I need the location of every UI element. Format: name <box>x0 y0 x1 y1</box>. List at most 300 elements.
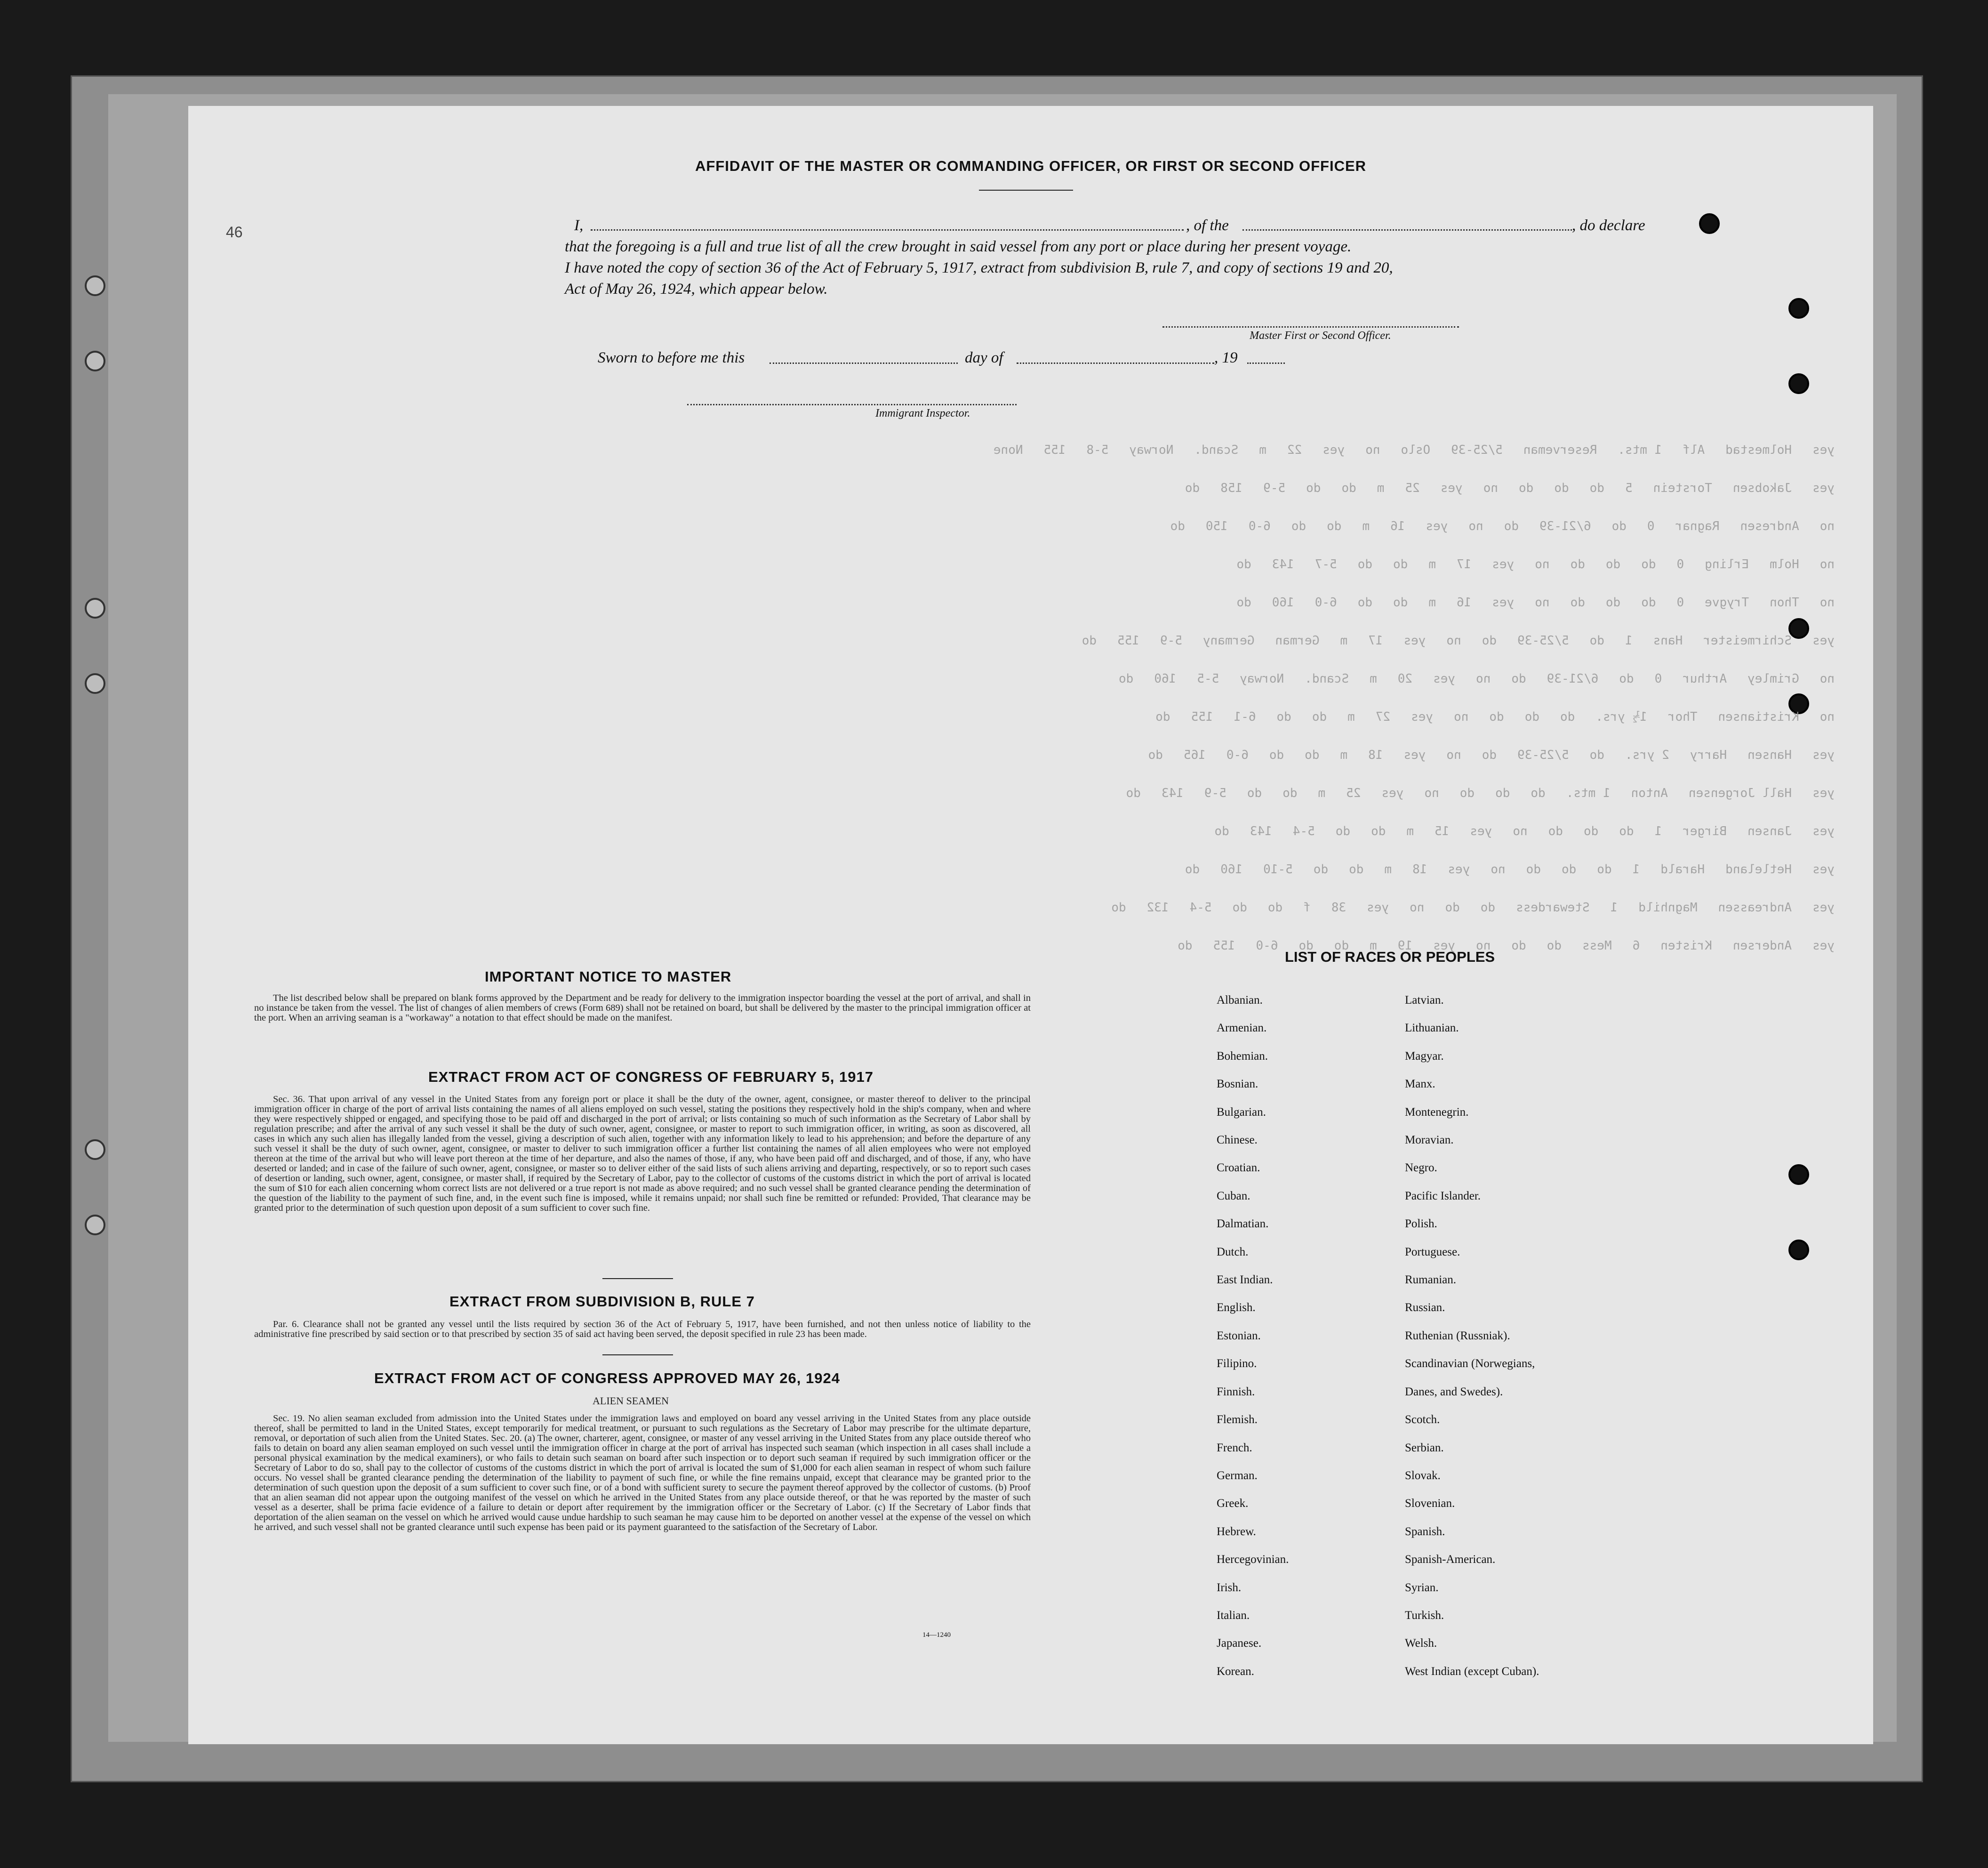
bleed-through-cell: 0 <box>1647 519 1655 533</box>
bleed-through-cell: f <box>1303 900 1311 915</box>
bleed-through-cell: do <box>1589 633 1604 648</box>
bleed-through-cell: do <box>1299 938 1314 953</box>
bleed-through-cell: do <box>1357 557 1372 572</box>
bleed-through-cell: do <box>1393 557 1408 572</box>
bleed-through-cell: 19 <box>1397 938 1413 953</box>
bleed-through-cell: 17 <box>1456 557 1472 572</box>
bleed-through-cell: do <box>1148 748 1163 762</box>
bleed-through-cell: do <box>1561 862 1577 877</box>
race-left-item: English. <box>1217 1301 1256 1314</box>
bleed-through-cell: do <box>1393 595 1408 610</box>
bleed-through-cell: 150 <box>1205 519 1228 533</box>
race-left-item: Bosnian. <box>1217 1078 1259 1091</box>
race-right-item: Slovak. <box>1405 1469 1441 1482</box>
bleed-through-cell: do <box>1547 938 1562 953</box>
bleed-through-cell: do <box>1641 557 1656 572</box>
master-name-blank[interactable] <box>591 229 1184 231</box>
race-left-item: Flemish. <box>1217 1413 1258 1426</box>
bleed-through-cell: 5-9 <box>1263 481 1286 495</box>
extract-1924-title: EXTRACT FROM ACT OF CONGRESS APPROVED MAY 26, 1924 <box>374 1370 840 1386</box>
bleed-through-cell: yes <box>1812 862 1835 877</box>
bleed-through-cell: do <box>1214 824 1229 838</box>
extract-rule7-body: Par. 6. Clearance shall not be granted any vessel until the lists required by section 36 of the Act of February 5, 1917, have been furnished, and not then unless notice of liability to the administrative fine prescribed by said section or to that prescribed by section 35 of said act having been served, the deposit specified in rule 23 has been made. <box>254 1319 1031 1339</box>
bleed-through-cell: Hall Jorgensen <box>1688 786 1792 800</box>
race-right-item: Syrian. <box>1405 1581 1439 1594</box>
bleed-through-cell: Norway <box>1240 671 1284 686</box>
bleed-through-cell: 1 mts. <box>1618 443 1662 457</box>
bleed-through-cell: m <box>1347 709 1355 724</box>
section-divider <box>602 1354 673 1355</box>
race-left-item: Dutch. <box>1217 1245 1249 1258</box>
bleed-through-cell: Trygve <box>1705 595 1749 610</box>
affidavit-line3: I have noted the copy of section 36 of the Act of February 5, 1917, extract from subdivision B, rule 7, and copy of sections 19 and 20, <box>565 259 1393 276</box>
bleed-through-row <box>329 431 1845 469</box>
bleed-through-cell: 143 <box>1250 824 1272 838</box>
bleed-through-cell: 5/25-39 <box>1517 748 1569 762</box>
form-number: 14—1240 <box>922 1631 951 1639</box>
bleed-through-cell: Kristiansen <box>1718 709 1799 724</box>
race-left-item: Italian. <box>1217 1609 1250 1622</box>
sworn-month-blank[interactable] <box>1017 362 1214 364</box>
bleed-through-row <box>329 545 1845 583</box>
bleed-through-row <box>329 621 1845 660</box>
bleed-through-cell: do <box>1482 748 1497 762</box>
bleed-through-cell: Harald <box>1660 862 1705 877</box>
bleed-through-cell: do <box>1548 824 1563 838</box>
bleed-through-cell: yes <box>1448 862 1470 877</box>
bleed-through-cell: m <box>1259 443 1267 457</box>
bleed-through-cell: do <box>1155 709 1170 724</box>
race-right-item: Spanish-American. <box>1405 1553 1496 1566</box>
bleed-through-cell: do <box>1570 557 1585 572</box>
bleed-through-cell: 143 <box>1161 786 1184 800</box>
bleed-through-cell: do <box>1185 481 1200 495</box>
bleed-through-cell: 6/21-39 <box>1547 671 1599 686</box>
bleed-through-cell: do <box>1185 862 1200 877</box>
race-left-item: Filipino. <box>1217 1357 1257 1370</box>
bleed-through-cell: yes <box>1433 938 1455 953</box>
bleed-through-cell: no <box>1820 595 1835 610</box>
bleed-through-cell: 0 <box>1676 595 1684 610</box>
bleed-through-cell: 5/25-39 <box>1451 443 1503 457</box>
bleed-through-cell: do <box>1267 900 1283 915</box>
races-right-column <box>1405 986 1539 1685</box>
bleed-through-cell: 160 <box>1220 862 1243 877</box>
bleed-through-cell: do <box>1445 900 1460 915</box>
race-right-item: West Indian (except Cuban). <box>1405 1665 1539 1678</box>
race-right-item: Scotch. <box>1405 1413 1440 1426</box>
extract-1924-body: Sec. 19. No alien seaman excluded from admission into the United States under the immigration laws and employed on board any vessel arriving in the United States from any place outside thereof, shall be permitted to land in the United States, except temporarily for medical treatment, or pursuant to such regulations as the Secretary of Labor may prescribe for the ultimate departure, removal, or deportation of such alien from the United States. Sec. 20. (a) The owner, charterer, agent, consignee, or master of any vessel arriving in the United States from any place outside thereof who fails to detain on board any alien seaman employed on such vessel until the immigration officer in charge at the port of arrival has inspected such seaman (which inspection in all cases shall include a personal physical examination by the medical examiners), or who fails to detain such seaman on board after such inspection or to deport such seaman if required by such immigration officer or the Secretary of Labor to do so, shall pay to the collector of customs of the customs district in which the port of arrival is located the sum of $1,000 for each alien seaman in respect of whom such failure occurs. No vessel shall be granted clearance pending the determination of the liability to payment of such fine, or while the fine remains unpaid, except that clearance may be granted prior to the determination of such question upon the deposit of a sum sufficient to cover such fine, or of a bond with sufficient surety to secure the payment thereof approved by the collector of customs. (b) Proof that an alien seaman did not appear upon the outgoing manifest of the vessel on which he arrived in the United States from any place outside thereof, or that he was reported by the master of such vessel as a deserter, shall be prima facie evidence of a failure to detain or deport after requirement by the immigration officer or the Secretary of Labor. (c) If the Secretary of Labor finds that deportation of the alien seaman on the vessel on which he arrived would cause undue hardship to such seaman he may cause him to be deported on another vessel at the expense of the vessel on which he arrived, and such vessel shall not be granted clearance until such expense has been paid or its payment guaranteed to the satisfaction of the Secretary of Labor. <box>254 1413 1031 1532</box>
race-right-item: Russian. <box>1405 1301 1445 1314</box>
race-left-item: Croatian. <box>1217 1161 1260 1175</box>
bleed-through-cell: Arthur <box>1683 671 1727 686</box>
title-divider <box>979 190 1073 191</box>
binder-hole <box>85 598 105 619</box>
bleed-through-cell: 25 <box>1346 786 1361 800</box>
race-right-item: Portuguese. <box>1405 1245 1460 1258</box>
races-title: LIST OF RACES OR PEOPLES <box>1285 949 1495 965</box>
race-left-item: East Indian. <box>1217 1273 1273 1287</box>
bleed-through-cell: do <box>1597 862 1612 877</box>
race-right-item: Serbian. <box>1405 1441 1444 1454</box>
bleed-through-row <box>329 888 1845 926</box>
bleed-through-cell: yes <box>1812 748 1835 762</box>
bleed-through-cell: Alf <box>1683 443 1705 457</box>
races-left-column <box>1217 986 1289 1685</box>
bleed-through-cell: 16 <box>1456 595 1472 610</box>
race-left-item: French. <box>1217 1441 1252 1454</box>
bleed-through-cell: do <box>1619 824 1634 838</box>
bleed-through-cell: 0 <box>1676 557 1684 572</box>
master-label: Master First or Second Officer. <box>1250 330 1391 342</box>
race-left-item: Greek. <box>1217 1497 1249 1510</box>
bleed-through-cell: do <box>1554 481 1569 495</box>
bleed-through-cell: Torstein <box>1653 481 1712 495</box>
race-right-item: Scandinavian (Norwegians, <box>1405 1357 1535 1370</box>
race-left-item: Dalmatian. <box>1217 1217 1269 1231</box>
bleed-through-cell: 5-8 <box>1086 443 1109 457</box>
extract-1917-title: EXTRACT FROM ACT OF CONGRESS OF FEBRUARY 5, 1917 <box>428 1069 874 1085</box>
bleed-through-cell: Harry <box>1690 748 1727 762</box>
bleed-through-cell: do <box>1236 595 1251 610</box>
bleed-through-cell: do <box>1504 519 1519 533</box>
bleed-through-cell: do <box>1605 595 1621 610</box>
bleed-through-cell: do <box>1526 862 1541 877</box>
punch-hole <box>1699 213 1720 234</box>
bleed-through-cell: yes <box>1381 786 1404 800</box>
bleed-through-cell: 155 <box>1117 633 1139 648</box>
manifest-page <box>188 106 1873 1744</box>
bleed-through-cell: no <box>1476 938 1491 953</box>
bleed-through-cell: do <box>1269 748 1284 762</box>
bleed-through-cell: 6-0 <box>1315 595 1337 610</box>
race-right-item: Manx. <box>1405 1078 1435 1091</box>
bleed-through-cell: 6-0 <box>1256 938 1278 953</box>
bleed-through-cell: Hetleland <box>1725 862 1792 877</box>
bleed-through-cell: yes <box>1403 748 1426 762</box>
race-left-item: Albanian. <box>1217 994 1263 1006</box>
bleed-through-cell: no <box>1483 481 1498 495</box>
inspector-label: Immigrant Inspector. <box>875 407 970 419</box>
bleed-through-cell: do <box>1118 671 1134 686</box>
bleed-through-cell: Thor <box>1667 709 1698 724</box>
bleed-through-row <box>329 926 1845 965</box>
affidavit-of-the: , of the <box>1186 217 1229 234</box>
bleed-through-cell: 6 <box>1632 938 1640 953</box>
bleed-through-cell: Germany <box>1202 633 1255 648</box>
bleed-through-cell: do <box>1570 595 1585 610</box>
race-right-item: Spanish. <box>1405 1525 1445 1538</box>
bleed-through-cell: do <box>1482 633 1497 648</box>
bleed-through-cell: do <box>1531 786 1546 800</box>
race-right-item: Lithuanian. <box>1405 1022 1459 1035</box>
race-right-item: Pacific Islander. <box>1405 1189 1481 1202</box>
bleed-through-cell: 158 <box>1220 481 1243 495</box>
bleed-through-cell: 155 <box>1191 709 1213 724</box>
race-right-item: Magyar. <box>1405 1049 1444 1063</box>
race-right-item: Ruthenian (Russniak). <box>1405 1329 1510 1342</box>
bleed-through-row <box>329 660 1845 698</box>
alien-seamen-subtitle: ALIEN SEAMEN <box>593 1395 669 1407</box>
bleed-through-cell: 18 <box>1412 862 1427 877</box>
bleed-through-row <box>329 469 1845 507</box>
margin-number: 46 <box>226 224 243 241</box>
race-left-item: Japanese. <box>1217 1637 1262 1650</box>
punch-hole <box>1788 1164 1809 1185</box>
affidavit-i: I, <box>574 217 584 234</box>
bleed-through-cell: do <box>1291 519 1307 533</box>
bleed-through-row <box>329 698 1845 736</box>
bleed-through-cell: yes <box>1403 633 1426 648</box>
sworn-year-blank[interactable] <box>1247 362 1285 364</box>
race-right-item: Moravian. <box>1405 1134 1454 1147</box>
bleed-through-cell: do <box>1511 671 1526 686</box>
bleed-through-cell: do <box>1511 938 1526 953</box>
bleed-through-cell: do <box>1619 671 1634 686</box>
bleed-through-cell: do <box>1589 481 1604 495</box>
section-divider <box>602 1278 673 1279</box>
bleed-through-cell: yes <box>1470 824 1492 838</box>
bleed-through-cell: do <box>1611 519 1627 533</box>
bleed-through-row <box>329 507 1845 545</box>
bleed-through-cell: 160 <box>1272 595 1294 610</box>
bleed-through-cell: Holmestad <box>1725 443 1792 457</box>
race-left-item: Finnish. <box>1217 1385 1255 1398</box>
bleed-through-cell: 16 <box>1390 519 1405 533</box>
bleed-through-cell: 0 <box>1654 671 1662 686</box>
affidavit-line4: Act of May 26, 1924, which appear below. <box>565 281 828 298</box>
bleed-through-cell: no <box>1820 557 1835 572</box>
bleed-through-cell: yes <box>1492 595 1515 610</box>
bleed-through-cell: Andresen <box>1740 519 1799 533</box>
bleed-through-cell: 18 <box>1368 748 1383 762</box>
notice-body: The list described below shall be prepared on blank forms approved by the Department and be ready for delivery to the immigration inspector boarding the vessel at the port of arrival, and shall in no instance be taken from the vessel. The list of changes of alien members of crews (Form 689) shall not be retained on board, but shall be delivered by the master to the principal immigration officer at the port. When an arriving seaman is a "workaway" a notation to that effect should be made on the manifest. <box>254 993 1031 1023</box>
bleed-through-cell: m <box>1406 824 1414 838</box>
bleed-through-cell: do <box>1312 709 1327 724</box>
bleed-through-cell: yes <box>1812 786 1835 800</box>
bleed-through-cell: no <box>1820 671 1835 686</box>
bleed-through-cell: no <box>1820 519 1835 533</box>
bleed-through-cell: 1½ yrs. <box>1595 709 1647 724</box>
race-right-item: Polish. <box>1405 1217 1437 1231</box>
bleed-through-cell: German <box>1275 633 1320 648</box>
bleed-through-cell: 1 <box>1632 862 1640 877</box>
notice-title: IMPORTANT NOTICE TO MASTER <box>485 968 732 985</box>
bleed-through-cell: m <box>1370 938 1377 953</box>
bleed-through-cell: do <box>1232 900 1247 915</box>
race-left-item: Irish. <box>1217 1581 1242 1594</box>
bleed-through-cell: no <box>1454 709 1469 724</box>
affidavit-title: AFFIDAVIT OF THE MASTER OR COMMANDING OFFICER, OR FIRST OR SECOND OFFICER <box>695 158 1367 174</box>
bleed-through-cell: do <box>1583 824 1599 838</box>
bleed-through-cell: Erling <box>1705 557 1749 572</box>
bleed-through-cell: Andersen <box>1732 938 1792 953</box>
bleed-through-cell: Grimley <box>1748 671 1799 686</box>
bleed-through-cell: do <box>1236 557 1251 572</box>
day-of-text: day of <box>965 349 1003 366</box>
race-right-item: Montenegrin. <box>1405 1105 1469 1119</box>
bleed-through-cell: yes <box>1812 900 1835 915</box>
binder-hole <box>85 351 105 371</box>
bleed-through-cell: do <box>1524 709 1539 724</box>
bleed-through-cell: no <box>1535 595 1550 610</box>
punch-hole <box>1788 1240 1809 1260</box>
bleed-through-cell: Hansen <box>1748 748 1792 762</box>
race-left-item: Estonian. <box>1217 1329 1261 1342</box>
bleed-through-cell: 5 <box>1625 481 1633 495</box>
bleed-through-cell: Jansen <box>1748 824 1792 838</box>
bleed-through-cell: do <box>1247 786 1262 800</box>
bleed-through-cell: 143 <box>1272 557 1294 572</box>
bleed-through-cell: Holm <box>1770 557 1799 572</box>
bleed-through-cell: do <box>1489 709 1504 724</box>
bleed-through-cell: do <box>1495 786 1510 800</box>
bleed-through-cell: no <box>1468 519 1483 533</box>
bleed-through-cell: 1 mts. <box>1566 786 1611 800</box>
bleed-through-cell: do <box>1480 900 1496 915</box>
bleed-through-cell: Norway <box>1129 443 1174 457</box>
vessel-name-blank[interactable] <box>1242 229 1572 231</box>
bleed-through-cell: yes <box>1812 633 1835 648</box>
binder-hole <box>85 1139 105 1160</box>
bleed-through-cell: do <box>1589 748 1604 762</box>
bleed-through-cell: yes <box>1492 557 1515 572</box>
bleed-through-cell: do <box>1126 786 1141 800</box>
bleed-through-cell: 22 <box>1287 443 1302 457</box>
bleed-through-cell: m <box>1340 633 1348 648</box>
bleed-through-cell: do <box>1283 786 1298 800</box>
bleed-through-cell: Andreassen <box>1718 900 1792 915</box>
master-signature-blank[interactable] <box>1162 326 1459 328</box>
bleed-through-cell: yes <box>1433 671 1456 686</box>
bleed-through-cell: yes <box>1812 443 1835 457</box>
bleed-through-cell: 6-0 <box>1248 519 1271 533</box>
bleed-through-cell: Jakobsen <box>1732 481 1792 495</box>
punch-hole <box>1788 298 1809 319</box>
bleed-through-cell: 1 <box>1625 633 1633 648</box>
bleed-through-cell: 17 <box>1368 633 1383 648</box>
bleed-through-cell: do <box>1111 900 1126 915</box>
bleed-through-cell: 5-9 <box>1204 786 1226 800</box>
bleed-through-cell: m <box>1362 519 1370 533</box>
bleed-through-cell: 5-9 <box>1160 633 1182 648</box>
bleed-through-row <box>329 583 1845 621</box>
bleed-through-crew-table <box>329 431 1845 965</box>
bleed-through-cell: 38 <box>1331 900 1347 915</box>
bleed-through-cell: do <box>1334 938 1349 953</box>
bleed-through-cell: no <box>1446 748 1461 762</box>
bleed-through-cell: m <box>1370 671 1377 686</box>
bleed-through-cell: do <box>1341 481 1356 495</box>
bleed-through-cell: 2 yrs. <box>1625 748 1669 762</box>
bleed-through-cell: m <box>1340 748 1348 762</box>
bleed-through-cell: yes <box>1812 938 1835 953</box>
bleed-through-cell: 160 <box>1154 671 1177 686</box>
bleed-through-cell: 20 <box>1397 671 1413 686</box>
binder-hole <box>85 673 105 694</box>
bleed-through-cell: do <box>1170 519 1185 533</box>
bleed-through-cell: 132 <box>1146 900 1169 915</box>
bleed-through-cell: do <box>1276 709 1291 724</box>
bleed-through-cell: Thon <box>1770 595 1799 610</box>
bleed-through-cell: Schirmeister <box>1703 633 1792 648</box>
bleed-through-cell: do <box>1518 481 1534 495</box>
bleed-through-cell: m <box>1428 557 1436 572</box>
bleed-through-cell: m <box>1384 862 1392 877</box>
bleed-through-cell: do <box>1306 481 1321 495</box>
bleed-through-cell: Anton <box>1631 786 1668 800</box>
extract-1917-body: Sec. 36. That upon arrival of any vessel in the United States from any foreign port or place it shall be the duty of the owner, agent, consignee, or master thereof to deliver to the principal immigration officer in charge of the port of arrival lists containing the names of all aliens employed on such vessel, stating the positions they respectively hold in the ship's company, when and where they were respectively shipped or engaged, and specifying those to be paid off and discharged in the port of arrival; or lists containing so much of such information as the Secretary of Labor shall by regulation prescribe; and after the arrival of any such vessel it shall be the duty of such owner, agent, consignee, or master to report to such immigration officer, in writing, as soon as discovered, all cases in which any such alien has illegally landed from the vessel, giving a description of such alien, together with any information likely to lead to his apprehension; and before the departure of any such vessel it shall be the duty of such owner, agent, consignee, or master to deliver to such immigration officer a further list containing the names of all alien employees who were not employed thereon at the time of the arrival but who will leave port thereon at the time of her departure, and also the names of those, if any, who have been paid off and discharged, and of those, if any, who have deserted or landed; and in case of the failure of such owner, agent, consignee, or master so to deliver either of the said lists of such aliens arriving and departing, respectively, or so to report such cases of desertion or landing, such owner, agent, consignee, or master shall, if required by the Secretary of Labor, pay to the collector of customs of the customs district in which the port of arrival is located the sum of $10 for each alien concerning whom correct lists are not delivered or a true report is not made as above required; and no such vessel shall be granted clearance pending the determination of the question of the liability to the payment of such fine, and, in the event such fine is imposed, while it remains unpaid; nor shall such fine be remitted or refunded: Provided, That clearance may be granted prior to the determination of such question upon deposit of a sum sufficient to cover such fine. <box>254 1094 1031 1213</box>
extract-rule7-title: EXTRACT FROM SUBDIVISION B, RULE 7 <box>449 1293 755 1310</box>
bleed-through-cell: Ragnar <box>1675 519 1720 533</box>
affidavit-declare: , do declare <box>1572 217 1645 234</box>
bleed-through-cell: 5-10 <box>1263 862 1293 877</box>
bleed-through-cell: no <box>1410 900 1425 915</box>
bleed-through-cell: no <box>1513 824 1528 838</box>
bleed-through-cell: 15 <box>1435 824 1450 838</box>
bleed-through-cell: 5-4 <box>1189 900 1212 915</box>
bleed-through-cell: do <box>1641 595 1656 610</box>
bleed-through-cell: no <box>1365 443 1380 457</box>
race-left-item: German. <box>1217 1469 1258 1482</box>
bleed-through-cell: yes <box>1426 519 1448 533</box>
bleed-through-cell: Mess <box>1582 938 1612 953</box>
bleed-through-cell: 6-1 <box>1234 709 1256 724</box>
bleed-through-cell: Birger <box>1683 824 1727 838</box>
bleed-through-cell: do <box>1335 824 1351 838</box>
bleed-through-row <box>329 774 1845 812</box>
bleed-through-cell: 5-4 <box>1292 824 1315 838</box>
bleed-through-cell: yes <box>1812 824 1835 838</box>
race-left-item: Chinese. <box>1217 1134 1258 1147</box>
bleed-through-cell: 1 <box>1654 824 1662 838</box>
bleed-through-cell: Kristen <box>1660 938 1712 953</box>
binder-hole <box>85 1215 105 1235</box>
race-right-item: Negro. <box>1405 1161 1437 1175</box>
bleed-through-cell: Scand. <box>1194 443 1239 457</box>
bleed-through-cell: yes <box>1323 443 1345 457</box>
bleed-through-cell: 25 <box>1405 481 1420 495</box>
bleed-through-cell: None <box>993 443 1023 457</box>
sworn-text: Sworn to before me this <box>598 349 745 366</box>
race-left-item: Bohemian. <box>1217 1049 1268 1063</box>
race-right-item: Danes, and Swedes). <box>1405 1385 1503 1398</box>
bleed-through-cell: Hans <box>1653 633 1683 648</box>
race-left-item: Hebrew. <box>1217 1525 1256 1538</box>
year-19-text: , 19 <box>1214 349 1238 366</box>
bleed-through-cell: Oslo <box>1401 443 1431 457</box>
bleed-through-cell: Scand. <box>1305 671 1349 686</box>
affidavit-line2: that the foregoing is a full and true list of all the crew brought in said vessel from any port or place during her present voyage. <box>565 238 1352 255</box>
race-left-item: Cuban. <box>1217 1189 1251 1202</box>
binder-hole <box>85 275 105 296</box>
race-right-item: Latvian. <box>1405 994 1444 1006</box>
bleed-through-cell: do <box>1371 824 1386 838</box>
bleed-through-cell: 1 <box>1610 900 1618 915</box>
bleed-through-cell: no <box>1424 786 1439 800</box>
bleed-through-cell: 5-7 <box>1315 557 1337 572</box>
bleed-through-cell: no <box>1446 633 1461 648</box>
race-left-item: Korean. <box>1217 1665 1254 1678</box>
bleed-through-cell: no <box>1491 862 1506 877</box>
sworn-day-blank[interactable] <box>770 362 958 364</box>
bleed-through-cell: yes <box>1411 709 1434 724</box>
bleed-through-row <box>329 736 1845 774</box>
inspector-signature-blank[interactable] <box>687 404 1017 405</box>
bleed-through-cell: do <box>1082 633 1097 648</box>
bleed-through-row <box>329 812 1845 850</box>
bleed-through-cell: m <box>1318 786 1326 800</box>
